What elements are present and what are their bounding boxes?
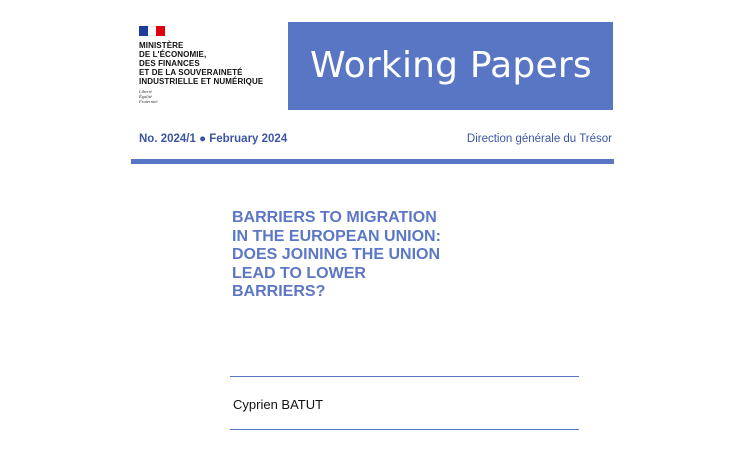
ministry-line: INDUSTRIELLE ET NUMÉRIQUE <box>139 77 264 86</box>
series-banner <box>288 22 613 110</box>
title-line: BARRIERS? <box>232 283 326 300</box>
title-line: IN THE EUROPEAN UNION: <box>232 227 441 245</box>
ministry-line: DE L'ÉCONOMIE, <box>139 50 207 59</box>
ministry-line: MINISTÈRE <box>139 41 184 50</box>
flag-red-stripe <box>156 26 165 36</box>
publisher-name: Direction générale du Trésor <box>466 133 612 145</box>
header-divider <box>131 159 614 164</box>
title-line: DOES JOINING THE UNION <box>232 246 441 263</box>
ministry-logo <box>139 26 289 104</box>
motto-line: Liberté <box>139 89 152 94</box>
series-title: Working Papers <box>310 45 592 86</box>
republic-motto <box>139 89 289 104</box>
author-divider-top <box>230 376 579 377</box>
author-name: Cyprien BATUT <box>233 397 324 412</box>
issue-info: No. 2024/1 ● February 2024 <box>139 133 288 145</box>
flag-white-stripe <box>148 26 157 36</box>
motto-line: Égalité <box>139 94 152 99</box>
title-line: LEAD TO LOWER <box>232 264 366 282</box>
ministry-name <box>139 41 289 86</box>
ministry-line: DES FINANCES <box>139 59 200 68</box>
flag-blue-stripe <box>139 26 148 36</box>
paper-title <box>232 209 552 302</box>
author-divider-bottom <box>230 429 579 430</box>
french-flag-icon <box>139 26 165 36</box>
ministry-line: ET DE LA SOUVERAINETÉ <box>139 68 243 77</box>
motto-line: Fraternité <box>139 99 158 104</box>
title-line: BARRIERS TO MIGRATION <box>232 209 437 226</box>
